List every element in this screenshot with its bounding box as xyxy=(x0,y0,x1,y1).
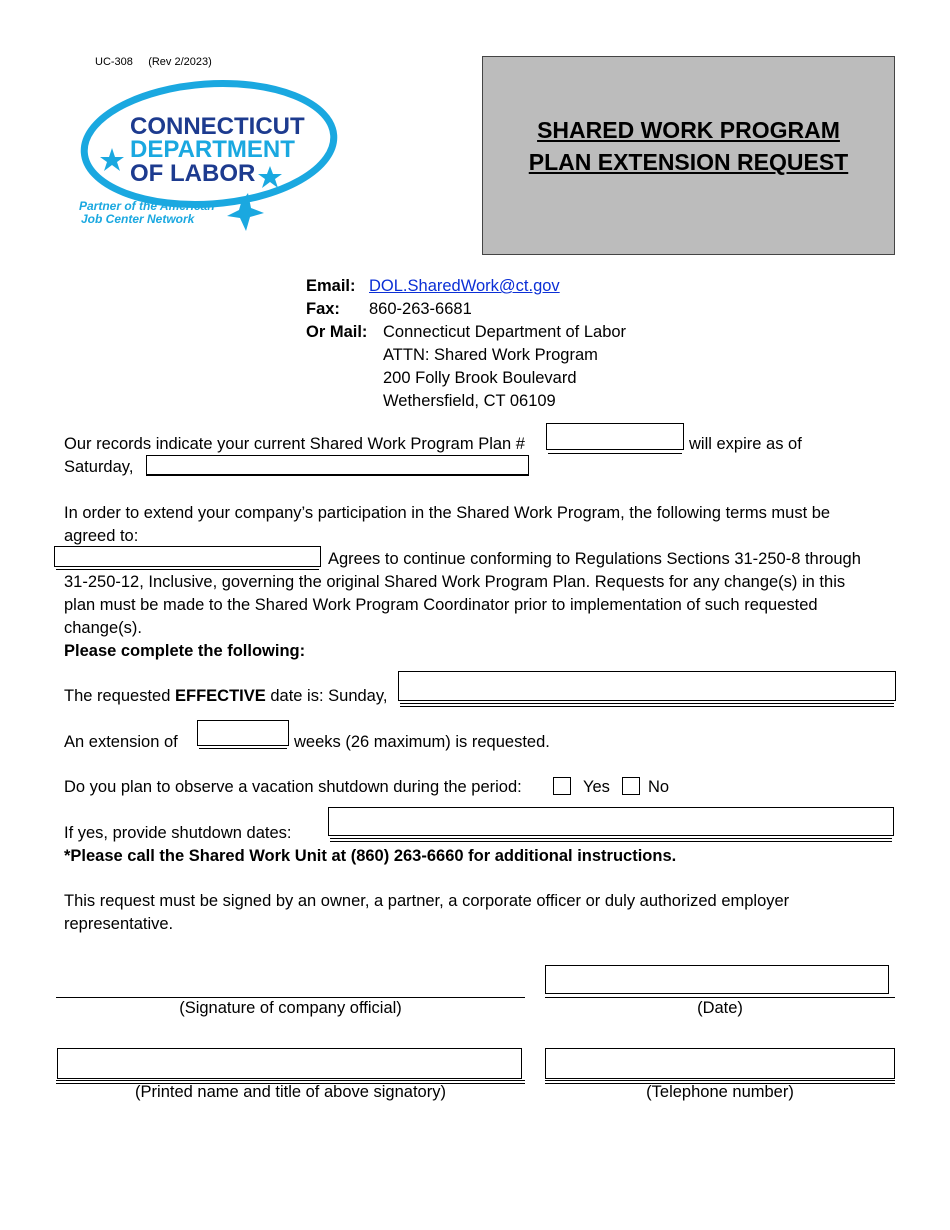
title-line1: SHARED WORK PROGRAM xyxy=(537,117,840,143)
title-box xyxy=(482,56,895,255)
form-number-block xyxy=(95,56,212,68)
agrees-line-1: Agrees to continue conforming to Regulations Sections 31-250-8 through xyxy=(328,550,861,568)
yes-label: Yes xyxy=(583,778,610,796)
address-line-4: Wethersfield, CT 06109 xyxy=(383,392,556,410)
logo-line3: OF LABOR xyxy=(130,160,256,187)
logo-tagline1: Partner of the American xyxy=(79,199,215,213)
fax-label: Fax: xyxy=(306,300,340,318)
telephone-field[interactable] xyxy=(545,1048,895,1079)
email-row xyxy=(306,275,356,298)
no-label: No xyxy=(648,778,670,796)
agrees-line-4: change(s). xyxy=(64,619,142,637)
date-caption: (Date) xyxy=(697,999,743,1017)
expire-text: will expire as of xyxy=(689,435,802,453)
agrees-line-2: 31-250-12, Inclusive, governing the original Shared Work Program Plan. Requests for any change(s) in this xyxy=(64,573,846,591)
vacation-question: Do you plan to observe a vacation shutdown during the period: xyxy=(64,778,522,796)
company-name-field[interactable] xyxy=(54,546,321,567)
saturday-text: Saturday, xyxy=(64,458,134,476)
sign-line-1: This request must be signed by an owner, a partner, a corporate officer or duly authorized employer xyxy=(64,892,790,910)
date-field[interactable] xyxy=(545,965,889,994)
address-line-3: 200 Folly Brook Boulevard xyxy=(383,369,577,387)
plan-number-field[interactable] xyxy=(546,423,684,450)
effective-label: The requested EFFECTIVE date is: Sunday, xyxy=(64,687,388,705)
effective-date-field[interactable] xyxy=(398,671,896,701)
complete-heading: Please complete the following: xyxy=(64,642,306,660)
extend-line-2: agreed to: xyxy=(64,527,139,545)
address-line-1: Connecticut Department of Labor xyxy=(383,323,627,341)
agrees-line-3: plan must be made to the Shared Work Program Coordinator prior to implementation of such requested xyxy=(64,596,818,614)
records-text: Our records indicate your current Shared Work Program Plan # xyxy=(64,435,525,453)
sign-line-2: representative. xyxy=(64,915,174,933)
extension-pre: An extension of xyxy=(64,733,178,751)
form-revision: (Rev 2/2023) xyxy=(148,56,212,68)
extend-line-1: In order to extend your company’s participation in the Shared Work Program, the following terms must be xyxy=(64,504,831,522)
vacation-yes-checkbox[interactable] xyxy=(553,777,571,795)
extension-post: weeks (26 maximum) is requested. xyxy=(294,733,550,751)
form-number: UC-308 xyxy=(95,56,133,68)
title-line2: PLAN EXTENSION REQUEST xyxy=(528,149,849,175)
call-note: *Please call the Shared Work Unit at (860) 263-6660 for additional instructions. xyxy=(64,847,677,865)
email-label: Email: xyxy=(306,277,356,295)
logo-swoosh-icon xyxy=(78,78,340,233)
logo-line2: DEPARTMENT xyxy=(130,136,295,163)
signature-caption: (Signature of company official) xyxy=(179,999,402,1017)
printed-caption: (Printed name and title of above signatory) xyxy=(135,1083,446,1101)
phone-caption: (Telephone number) xyxy=(646,1083,794,1101)
fax-number: 860-263-6681 xyxy=(369,300,472,318)
vacation-no-checkbox[interactable] xyxy=(622,777,640,795)
shutdown-dates-field[interactable] xyxy=(328,807,894,836)
weeks-field[interactable] xyxy=(197,720,289,746)
ct-dol-logo xyxy=(78,78,340,233)
mail-label: Or Mail: xyxy=(306,323,368,341)
printed-name-field[interactable] xyxy=(57,1048,522,1079)
shutdown-label: If yes, provide shutdown dates: xyxy=(64,824,292,842)
logo-line1: CONNECTICUT xyxy=(130,113,305,140)
address-line-2: ATTN: Shared Work Program xyxy=(383,346,598,364)
email-link[interactable]: DOL.SharedWork@ct.gov xyxy=(369,277,560,295)
expire-date-field[interactable] xyxy=(146,455,529,476)
logo-tagline2: Job Center Network xyxy=(81,212,195,226)
